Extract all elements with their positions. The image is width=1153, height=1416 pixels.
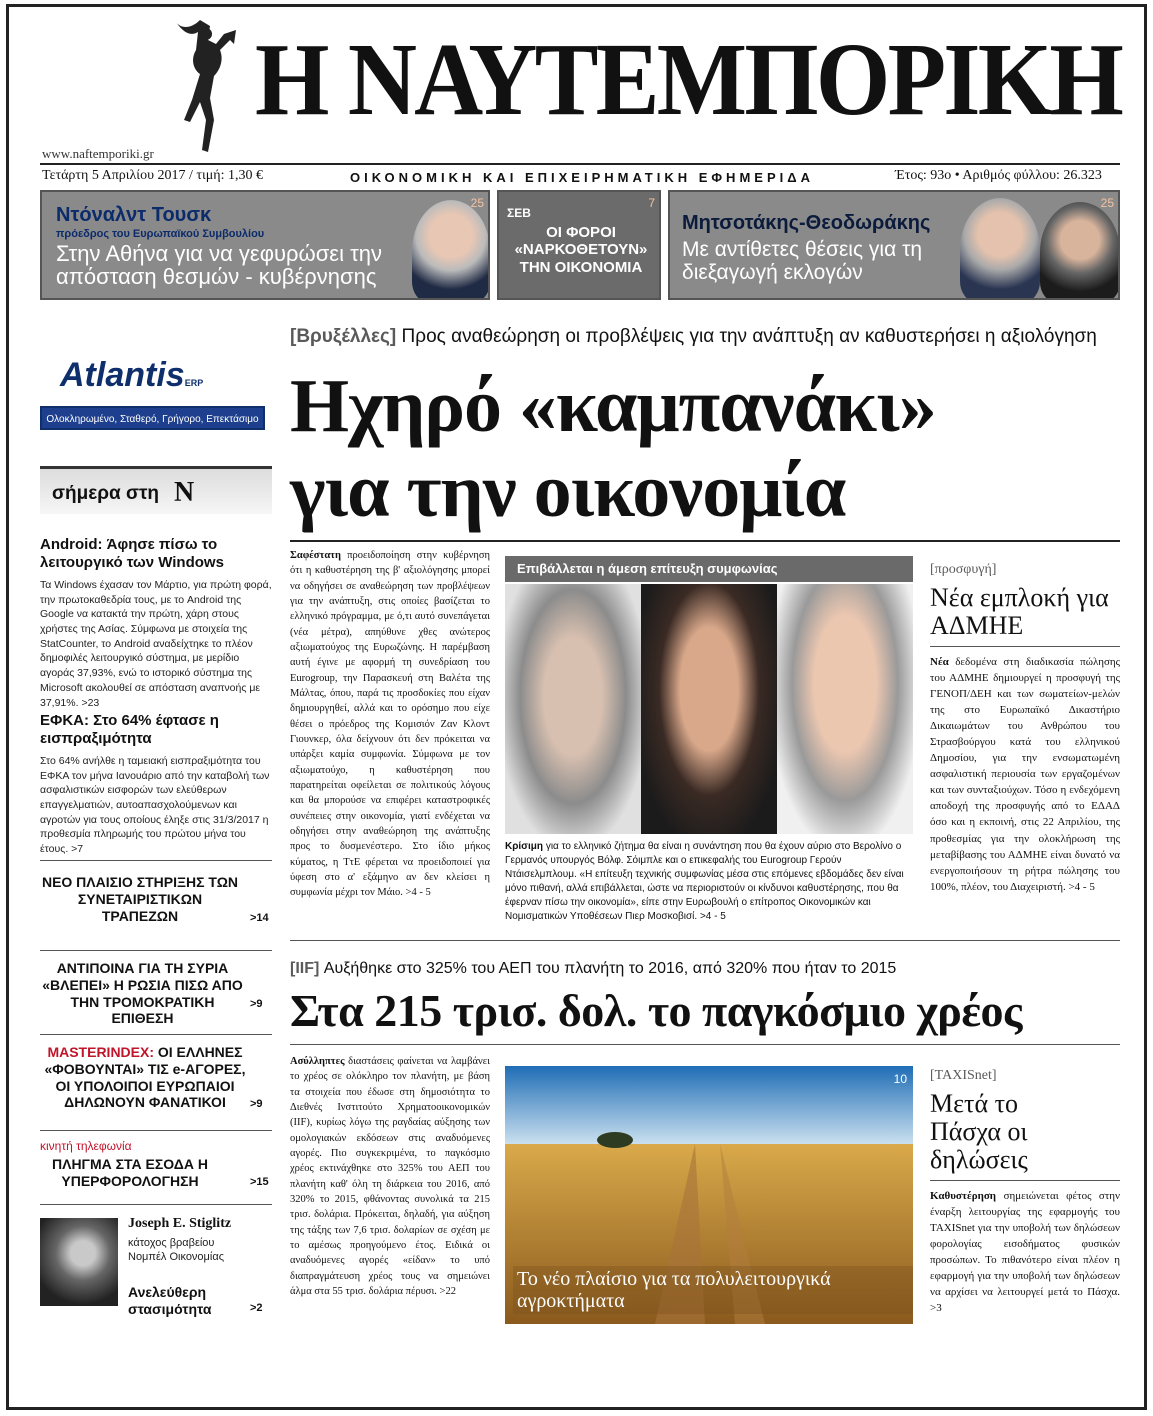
admie-kicker: [προσφυγή] <box>930 562 997 577</box>
teaser-mitsotakis-headline: Με αντίθετες θέσεις για τη διεξαγωγή εκλογών <box>682 238 923 285</box>
android-headline[interactable]: Android: Άφησε πίσω το λειτουργικό των Windows <box>40 536 224 571</box>
stiglitz-photo <box>40 1218 118 1306</box>
main-kicker-tag: [Βρυξέλλες] <box>290 326 397 347</box>
mobile-kicker: κινητή τηλεφωνία <box>40 1139 132 1153</box>
farmland-caption: Το νέο πλαίσιο για τα πολυλειτουργικά αγροκτήματα <box>513 1266 913 1314</box>
stiglitz-article-title[interactable]: Ανελεύθερη στασιμότητα <box>128 1284 212 1317</box>
admie-headline[interactable]: Νέα εμπλοκή για ΑΔΜΗΕ <box>930 583 1109 641</box>
moscovici-photo <box>777 584 913 834</box>
debt-rule <box>290 1044 1120 1045</box>
atlantis-tagline: Ολοκληρωμένο, Σταθερό, Γρήγορο, Επεκτάσιμο <box>40 406 265 430</box>
debt-kicker <box>290 960 896 978</box>
farmland-photo[interactable] <box>505 1066 913 1324</box>
photo-caption-text: για το ελληνικό ζήτημα θα είναι η συνάντηση που θα έχουν αύριο στο Βερολίνο ο Γερμανός υπουργός Βόλφ. Σόιμπλε και ο επικεφαλής του Eurogroup Γερούν Ντάισελμπλουμ. «Η επίτευξη τεχνικής συμφωνίας μέσα στις επόμενες εβδομάδες δεν είναι μόνο πιθανή, αλλά επιβάλλεται, ώστε να περιοριστούν οι κίνδυνοι καθυστέρησης, που θα έφερναν πίσω την οικονομία», είπε στην Ευρωβουλή ο επίτροπος Οικονομικών και Νομισματικών Υποθέσεων Πιερ Μοσκοβισί. >4 - 5 <box>505 841 904 922</box>
dijsselbloem-photo <box>641 584 777 834</box>
teaser-tusk-role: πρόεδρος του Ευρωπαϊκού Συμβουλίου <box>56 228 265 240</box>
masthead-date-price: Τετάρτη 5 Απριλίου 2017 / τιμή: 1,30 € <box>42 168 264 183</box>
left-rule-3 <box>40 1034 272 1035</box>
main-headline[interactable] <box>290 364 1090 534</box>
admie-lead: Νέα <box>930 656 949 668</box>
taxis-lead: Καθυστέρηση <box>930 1190 997 1202</box>
mitsotakis-photo <box>960 198 1040 300</box>
center-rule <box>290 940 1120 941</box>
left-rule-1 <box>40 860 272 861</box>
admie-rule <box>930 646 1120 647</box>
debt-article-text: διαστάσεις φαίνεται να λαμβάνει το χρέος σε ολόκληρο τον πλανήτη, με βάση τα στοιχεία που έδωσε στη δημοσιότητα το Διεθνές Ινστιτούτο Χρηματοοικονομικών (IIF), κυρίως λόγω της ραγδαίας αύξησης των ομολογιακών εκδόσεων στις αναδυόμενες αγορές. Πιο συγκεκριμένα, το παγκόσμιο χρέος εκτινάχθηκε στο 325% του ΑΕΠ του πλανήτη καθ' όλη τη διάρκεια του 2016, από 320% το 2015, φθάνοντας συνολικά τα 215 τρισ. δολάρια. Πρόκειται, δηλαδή, για αύξηση της τάξης των 7,6 τρισ. δολαρίων σε σχέση με το αμέσως προηγούμενο έτος. Ειδικά οι αναδυόμενες αγορές «είδαν» το υπό διαπραγμάτευση χρέος τους να σημειώνει άλμα στα 55 τρισ. δολάρια πέρυσι. >22 <box>290 1056 490 1297</box>
masthead-rule <box>40 163 1120 165</box>
main-headline-line2: για την οικονομία <box>290 449 846 534</box>
theodorakis-photo <box>1040 202 1120 300</box>
tusk-photo <box>412 200 490 300</box>
photo-title: Επιβάλλεται η άμεση επίτευξη συμφωνίας <box>505 556 913 582</box>
efka-headline[interactable]: ΕΦΚΑ: Στο 64% έφτασε η εισπραξιμότητα <box>40 712 219 747</box>
stiglitz-name: Joseph E. Stiglitz <box>128 1216 232 1231</box>
main-kicker-text: Προς αναθεώρηση οι προβλέψεις για την ανάπτυξη αν καθυστερήσει η αξιολόγηση <box>401 326 1097 347</box>
today-box <box>40 466 272 514</box>
left-item-mobile[interactable]: ΠΛΗΓΜΑ ΣΤΑ ΕΣΟΔΑ Η ΥΠΕΡΦΟΡΟΛΟΓΗΣΗ <box>52 1156 208 1189</box>
left-item-cooperative-banks-page: >14 <box>250 912 269 924</box>
hermes-logo <box>170 10 240 160</box>
masterindex-label: MASTERINDEX: <box>47 1044 154 1060</box>
main-article-body <box>290 548 490 901</box>
admie-body <box>930 654 1120 895</box>
left-item-mobile-page: >15 <box>250 1176 269 1188</box>
atlantis-suffix: ERP <box>184 378 204 388</box>
debt-kicker-tag: [IIF] <box>290 960 320 977</box>
photo-caption <box>505 840 913 924</box>
teaser-sev[interactable] <box>497 190 661 300</box>
left-item-syria[interactable]: ΑΝΤΙΠΟΙΝΑ ΓΙΑ ΤΗ ΣΥΡΙΑ «ΒΛΕΠΕΙ» Η ΡΩΣΙΑ ΠΙΣΩ ΑΠΟ ΤΗΝ ΤΡΟΜΟΚΡΑΤΙΚΗ ΕΠΙΘΕΣΗ <box>42 960 243 1027</box>
teaser-tusk-headline: Στην Αθήνα για να γεφυρώσει την απόσταση θεσμών - κυβέρνησης <box>56 241 383 290</box>
main-article-lead: Σαφέστατη <box>290 550 341 561</box>
debt-kicker-text: Αυξήθηκε στο 325% του ΑΕΠ του πλανήτη το 2016, από 320% που ήταν το 2015 <box>323 960 897 977</box>
teaser-tusk-page: 25 <box>470 196 484 210</box>
teaser-sev-label: ΣΕΒ <box>507 206 531 220</box>
admie-text: δεδομένα στη διαδικασία πώλησης του ΑΔΜΗΕ δημιουργεί η προσφυγή της ΓΕΝΟΠ/ΔΕΗ και των σωματείων-μελών της στο Ευρωπαϊκό Δικαστήριο Δικαιωμάτων του Ανθρώπου του Στρασβούργου κατά του ελληνικού Δημοσίου, για την ενσωματωμένη ασφαλιστική περιουσία των εργαζομένων και των συνταξιούχων. Τόσο η ενδεχόμενη αποδοχή της προσφυγής από το ΕΔΑΔ όσο και η εκποινή, στις 22 Απριλίου, της προθεσμίας για την ολοκλήρωση της μεταβίβασης του ΑΔΜΗΕ είναι δυνατό να ενεργοποιήσουν τη ρήτρα πώλησης του 100%, πλέον, του Διαχειριστή. >4 - 5 <box>930 656 1120 893</box>
left-item-cooperative-banks[interactable]: ΝΕΟ ΠΛΑΙΣΙΟ ΣΤΗΡΙΞΗΣ ΤΩΝ ΣΥΝΕΤΑΙΡΙΣΤΙΚΩΝ ΤΡΑΠΕΖΩΝ <box>41 874 239 924</box>
stiglitz-role: κάτοχος βραβείου Νομπέλ Οικονομίας <box>128 1237 224 1264</box>
atlantis-brand: Atlantis <box>60 356 185 394</box>
taxis-kicker: [TAXISnet] <box>930 1068 997 1083</box>
teaser-sev-headline: ΟΙ ΦΟΡΟΙ «ΝΑΡΚΟΘΕΤΟΥΝ» ΤΗΝ ΟΙΚΟΝΟΜΙΑ <box>514 224 648 276</box>
main-kicker <box>290 326 1097 348</box>
main-article-text: προειδοποίηση στην κυβέρνηση ότι η καθυστέρηση της β' αξιολόγησης μπορεί να οδηγήσει σε αναθεώρηση των προβλέψεων για την ανάπτυξη, στις οποίες βασίζεται το ελληνικό πρόγραμμα, με ό,τι αυτό συνεπάγεται (νέα μέτρα), απηύθυνε χθες ανώτερος αξιωματούχος της Ευρωζώνης. Η παρέμβαση αυτή έγινε με αφορμή τη συνεδρίαση του Eurogroup, την Παρασκευή στη Βαλέτα της Μάλτας, όπου, παρά τις προσδοκίες που είχαν δημιουργηθεί, αλλά και το ορόσημο που είχε θέσει ο πρόεδρος της Κομισιόν Ζαν Κλοντ Γιουνκερ, όλα δείχνουν ότι δεν πρόκειται να υπάρξει καμία συμφωνία. Σύμφωνα με τον αξιωματούχο, η καθυστέρηση που παρατηρείται οφείλεται σε πολιτικούς λόγους και θα μπορούσε να επιφέρει καταστροφικές συνέπειες στην οικονομία, γιατί ενδέχεται να οδηγήσει στην αναθεώρηση της ανάπτυξης προς το δυσμενέστερο. Στο ίδιο μήκος κύματος, η ΤτΕ φέρεται να προειδοποιεί για ύφεση στο α' εξάμηνο αν δεν κλείσει η συμφωνία μέχρι τον Μάιο. >4 - 5 <box>290 550 491 899</box>
finance-ministers-photo <box>505 584 913 834</box>
left-item-syria-page: >9 <box>250 998 263 1010</box>
teaser-mitsotakis-name: Μητσοτάκης-Θεοδωράκης <box>682 212 931 234</box>
masterindex-text: ΟΙ ΕΛΛΗΝΕΣ «ΦΟΒΟΥΝΤΑΙ» ΤΙΣ e-ΑΓΟΡΕΣ, ΟΙ ΥΠΟΛΟΙΠΟΙ ΕΥΡΩΠΑΙΟΙ ΔΗΛΩΝΟΥΝ ΦΑΝΑΤΙΚΟΙ <box>44 1044 246 1111</box>
masthead-title: Η ΝΑΥΤΕΜΠΟΡΙΚΗ <box>255 22 1122 137</box>
atlantis-logo <box>60 356 203 395</box>
debt-article-body <box>290 1054 490 1299</box>
debt-article-lead: Ασύλληπτες <box>290 1056 345 1067</box>
masthead-subtitle: ΟΙΚΟΝΟΜΙΚΗ ΚΑΙ ΕΠΙΧΕΙΡΗΜΑΤΙΚΗ ΕΦΗΜΕΡΙΔΑ <box>350 170 814 185</box>
schaeuble-photo <box>505 584 641 834</box>
farmland-page: 10 <box>893 1072 907 1086</box>
today-letter: Ν <box>174 477 195 508</box>
left-rule-4 <box>40 1130 272 1131</box>
teaser-mitsotakis-page: 25 <box>1100 196 1114 210</box>
debt-headline[interactable]: Στα 215 τρισ. δολ. το παγκόσμιο χρέος <box>290 985 1022 1036</box>
atlantis-ad[interactable] <box>40 350 265 440</box>
taxis-headline[interactable]: Μετά το Πάσχα οι δηλώσεις <box>930 1089 1028 1175</box>
taxis-text: σημειώνεται φέτος στην έναρξη λειτουργίας της εφαρμογής του TAXISnet για την υποβολή των δηλώσεων φορολογίας εισοδήματος φυσικών προσώπων. Το πιθανότερο είναι πλέον η εφαρμογή για την υποβολή των δηλώσεων να αρχίσει να λειτουργεί μετά το Πάσχα. >3 <box>930 1190 1120 1315</box>
left-rule-5 <box>40 1204 272 1205</box>
teaser-mitsotakis[interactable] <box>668 190 1120 300</box>
left-item-masterindex[interactable] <box>40 1044 250 1111</box>
main-headline-line1: Ηχηρό «καμπανάκι» <box>290 364 936 448</box>
teaser-tusk-name: Ντόναλντ Τουσκ <box>56 204 212 226</box>
photo-caption-lead: Κρίσιμη <box>505 841 544 852</box>
left-item-masterindex-page: >9 <box>250 1098 263 1110</box>
left-rule-2 <box>40 950 272 951</box>
today-label: σήμερα στη <box>52 483 160 504</box>
teaser-sev-page: 7 <box>648 196 655 210</box>
android-body: Τα Windows έχασαν τον Μάρτιο, για πρώτη φορά, την πρωτοκαθεδρία τους, με το Android της Google να κατακτά την πρώτη, χάρη στους χρήστες της Ασίας. Σύμφωνα με στοιχεία της StatCounter, το Android αναδείχτηκε το πλέον δημοφιλές λειτουργικό σύστημα, με μερίδιο αγοράς 37,93%, ενώ το ιστορικό σύστημα της Microsoft ακολουθεί σε απόσταση αναπνοής με 37,91%. >23 <box>40 579 272 709</box>
stiglitz-page: >2 <box>250 1302 263 1314</box>
efka-body: Στο 64% ανήλθε η ταμειακή εισπραξιμότητα του ΕΦΚΑ τον μήνα Ιανουάριο από την καταβολή των ασφαλιστικών εισφορών των ελεύθερων επαγγελματιών, αυτοαπασχολούμενων και αγροτών για τους οποίους έληξε στις 31/3/2017 η προθεσμία πληρωμής του πρώτου μήνα του έτους. >7 <box>40 755 270 856</box>
masthead-issue: Έτος: 93ο • Αριθμός φύλλου: 26.323 <box>895 168 1102 183</box>
taxis-rule <box>930 1180 1120 1181</box>
taxis-body <box>930 1188 1120 1316</box>
masthead-url[interactable]: www.naftemporiki.gr <box>42 146 154 161</box>
main-rule <box>290 540 1120 542</box>
teaser-tusk[interactable] <box>40 190 490 300</box>
